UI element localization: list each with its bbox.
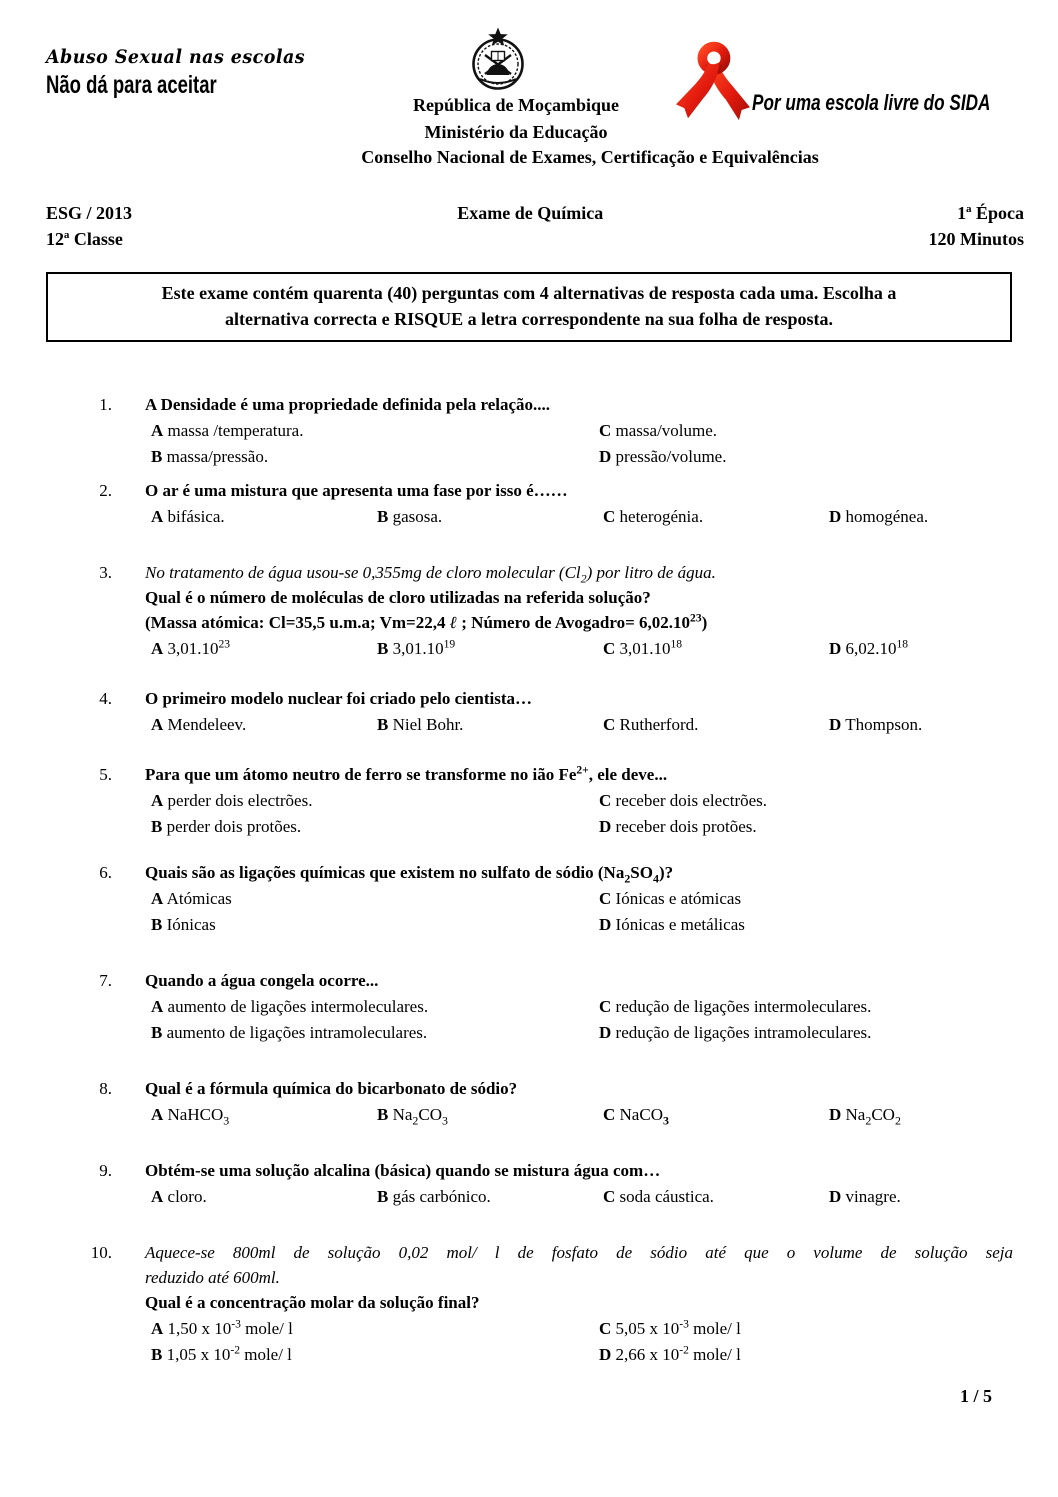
instructions-line-1: Este exame contém quarenta (40) perguntas com 4 alternativas de resposta cada uma. Escolha a: [161, 283, 897, 303]
option-4B: B Niel Bohr.: [377, 715, 464, 734]
question-options: [151, 504, 1013, 530]
option-3A: A 3,01.10$^{23}$: [151, 637, 231, 658]
aids-ribbon-icon: [676, 40, 750, 130]
question-body: [145, 1158, 1013, 1210]
option-5A: A perder dois electrões.: [151, 791, 313, 810]
question-stem: Quando a água congela ocorre...: [145, 971, 379, 990]
question-1: [62, 392, 1013, 470]
option-10D: D 2,66 x $10^{-2}$ mole/ l: [599, 1343, 741, 1364]
question-body: [145, 762, 1013, 840]
question-7: [62, 968, 1013, 1046]
option-7C: C redução de ligações intermoleculares.: [599, 997, 872, 1016]
exam-duration: 120 Minutos: [928, 229, 1024, 249]
option-7D: D redução de ligações intramoleculares.: [599, 1023, 872, 1042]
option-10B: B 1,05 x $10^{-2}$ mole/ l: [151, 1343, 292, 1364]
question-number: 6.: [99, 863, 112, 882]
question-9: [62, 1158, 1013, 1210]
option-8B: B $Na_2CO_3$: [377, 1105, 448, 1128]
question-stem: Obtém-se uma solução alcalina (básica) quando se mistura água com…: [145, 1161, 661, 1180]
question-8: [62, 1076, 1013, 1128]
question-options: [151, 712, 1013, 738]
question-options: [151, 1316, 1013, 1368]
question-body: [145, 968, 1013, 1046]
question-5: [62, 762, 1013, 840]
question-10: [62, 1240, 1013, 1368]
question-3: [62, 560, 1013, 662]
question-stem: Qual é a concentração molar da solução final?: [145, 1293, 480, 1312]
option-1D: D pressão/volume.: [599, 447, 727, 466]
option-8C: C NaCO$_3$: [603, 1105, 669, 1128]
option-7B: B aumento de ligações intramoleculares.: [151, 1023, 428, 1042]
option-3C: C 3,01.10$^{18}$: [603, 637, 683, 658]
question-6: [62, 860, 1013, 938]
option-3B: B 3,01.10$^{19}$: [377, 637, 456, 658]
option-8D: D $Na_2CO_2$: [829, 1105, 901, 1128]
campaign-script-line: Abuso Sexual nas escolas: [46, 46, 306, 68]
option-9A: A cloro.: [151, 1187, 207, 1206]
question-number: 7.: [99, 971, 112, 990]
option-2C: C heterogénia.: [603, 507, 704, 526]
question-body: [145, 392, 1013, 470]
question-body: [145, 478, 1013, 530]
question-number: 4.: [99, 689, 112, 708]
exam-title: Exame de Química: [457, 203, 604, 223]
instructions-box: [46, 272, 1012, 342]
exam-meta-right: [928, 200, 1024, 252]
question-body: [145, 686, 1013, 738]
exam-epoch: 1ª Época: [957, 203, 1024, 223]
question-number: 2.: [99, 481, 112, 500]
question-body: [145, 1240, 1013, 1368]
option-1C: C massa/volume.: [599, 421, 718, 440]
question-options: [151, 636, 1013, 662]
option-4C: C Rutherford.: [603, 715, 699, 734]
council-line: Conselho Nacional de Exames, Certificação e Equivalências: [361, 147, 819, 167]
option-10C: C 5,05 x $10^{-3}$ mole/ l: [599, 1317, 741, 1338]
option-4A: A Mendeleev.: [151, 715, 247, 734]
ministry-line: Ministério da Educação: [424, 122, 608, 142]
question-stem: O ar é uma mistura que apresenta uma fase por isso é……: [145, 481, 568, 500]
option-7A: A aumento de ligações intermoleculares.: [151, 997, 429, 1016]
exam-code: ESG / 2013: [46, 203, 133, 223]
option-9C: C soda cáustica.: [603, 1187, 714, 1206]
question-stem: Qual é a fórmula química do bicarbonato de sódio?: [145, 1079, 518, 1098]
question-number: 3.: [99, 563, 112, 582]
option-2A: A bifásica.: [151, 507, 225, 526]
page-number: 1 / 5: [959, 1386, 992, 1406]
option-2B: B gasosa.: [377, 507, 443, 526]
question-stem: (Massa atómica: Cl=35,5 u.m.a; Vm=22,4 ℓ ; Número de Avogadro= $6,02.10^{23}$): [145, 611, 708, 632]
question-number: 8.: [99, 1079, 112, 1098]
option-9D: D vinagre.: [829, 1187, 901, 1206]
question-options: [151, 1102, 1013, 1128]
question-options: [151, 1184, 1013, 1210]
option-6C: C Iónicas e atómicas: [599, 889, 742, 908]
question-2: [62, 478, 1013, 530]
exam-meta-left: [46, 200, 132, 252]
question-number: 1.: [99, 395, 112, 414]
option-8A: A NaHCO$_3$: [151, 1105, 230, 1128]
question-stem: A Densidade é uma propriedade definida pela relação....: [145, 395, 551, 414]
campaign-bold-line: Não dá para aceitar: [46, 71, 217, 99]
question-options: [151, 886, 1013, 938]
question-number: 9.: [99, 1161, 112, 1180]
question-stem: O primeiro modelo nuclear foi criado pelo cientista…: [145, 689, 533, 708]
republic-line: República de Moçambique: [412, 95, 619, 115]
option-6A: A Atómicas: [151, 889, 232, 908]
question-options: [151, 788, 1013, 840]
instructions-line-2: alternativa correcta e RISQUE a letra correspondente na sua folha de resposta.: [225, 309, 833, 329]
question-4: [62, 686, 1013, 738]
option-1A: A massa /temperatura.: [151, 421, 304, 440]
question-options: [151, 994, 1013, 1046]
mozambique-emblem-icon: [466, 26, 530, 92]
option-6D: D Iónicas e metálicas: [599, 915, 745, 934]
question-stem: Para que um átomo neutro de ferro se transforme no ião $Fe^{2+}$, ele deve...: [145, 763, 668, 784]
option-5B: B perder dois protões.: [151, 817, 302, 836]
exam-grade: 12ª Classe: [46, 229, 123, 249]
question-options: [151, 418, 1013, 470]
question-body: [145, 560, 1013, 662]
option-9B: B gás carbónico.: [377, 1187, 491, 1206]
question-stem: reduzido até 600ml.: [145, 1268, 280, 1287]
page-header: [0, 0, 1058, 196]
question-number: 5.: [99, 765, 112, 784]
aids-slogan: Por uma escola livre do SIDA: [752, 90, 991, 115]
exam-meta: [0, 196, 1058, 252]
option-5D: D receber dois protões.: [599, 817, 757, 836]
option-5C: C receber dois electrões.: [599, 791, 768, 810]
question-stem: Quais são as ligações químicas que existem no sulfato de sódio $(Na_2SO_4)$?: [145, 863, 674, 886]
option-2D: D homogénea.: [829, 507, 929, 526]
question-body: [145, 860, 1013, 938]
option-1B: B massa/pressão.: [151, 447, 269, 466]
question-stem: Aquece-se 800ml de solução 0,02 mol/ l de fosfato de sódio até que o volume de solução seja: [145, 1243, 1013, 1262]
question-stem: No tratamento de água usou-se 0,355mg de cloro molecular $(Cl_2)$ por litro de água.: [145, 563, 716, 586]
option-6B: B Iónicas: [151, 915, 216, 934]
option-4D: D Thompson.: [829, 715, 923, 734]
question-stem: Qual é o número de moléculas de cloro utilizadas na referida solução?: [145, 588, 651, 607]
option-10A: A 1,50 x $10^{-3}$ mole/ l: [151, 1317, 293, 1338]
option-3D: D 6,02.10$^{18}$: [829, 637, 909, 658]
question-body: [145, 1076, 1013, 1128]
questions: [0, 392, 1058, 1368]
question-number: 10.: [90, 1243, 112, 1262]
